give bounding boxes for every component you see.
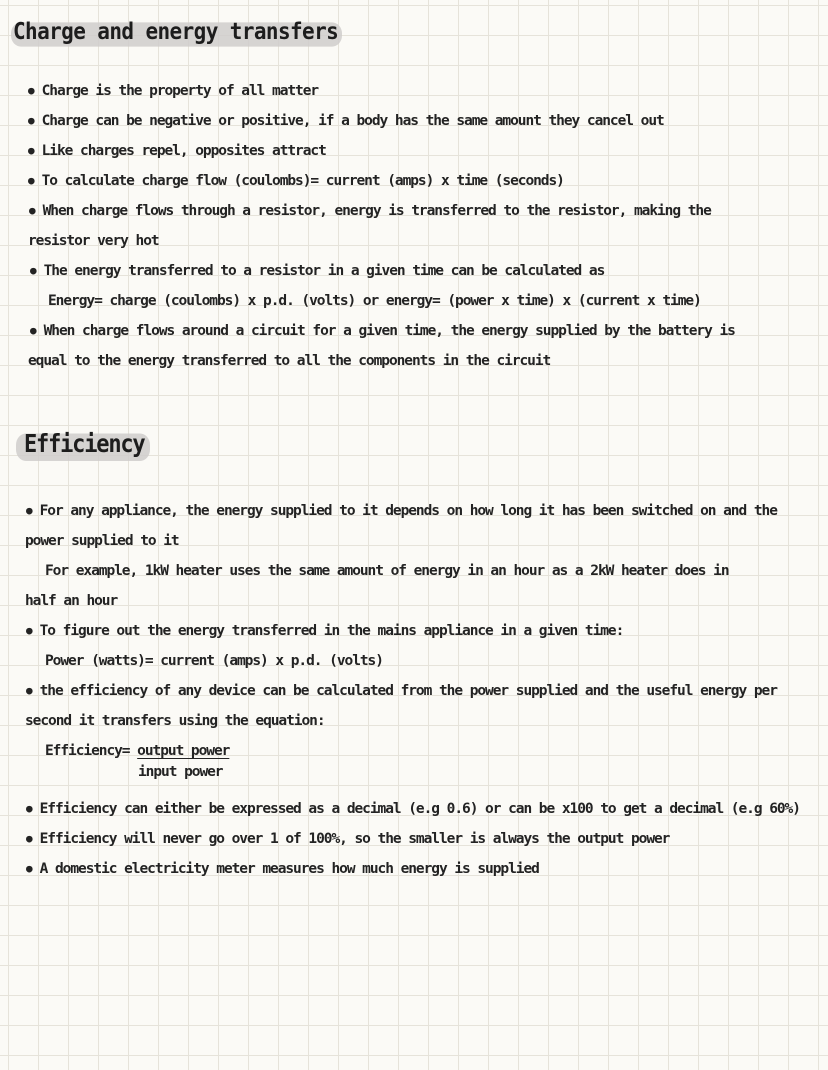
section-heading-efficiency — [24, 430, 144, 459]
indented-line: Energy= charge (coulombs) x p.d. (volts) or energy= (power x time) x (current x time) — [48, 293, 701, 309]
bullet-line: ● When charge flows around a circuit for a given time, the energy supplied by the battery is — [30, 316, 735, 346]
continuation-line: half an hour — [25, 593, 118, 609]
continuation-line: second it transfers using the equation: — [25, 713, 325, 729]
bullet-line: ● A domestic electricity meter measures how much energy is supplied — [26, 854, 539, 884]
section-title: Efficiency — [24, 430, 145, 459]
formula-denominator: input power — [138, 764, 223, 780]
bullet-line: ● Like charges repel, opposites attract — [28, 136, 326, 166]
bullet-line: ● Charge is the property of all matter — [28, 76, 318, 106]
formula-label: Efficiency= — [45, 743, 138, 759]
bullet-line: ● Efficiency can either be expressed as a decimal (e.g 0.6) or can be x100 to get a decimal (e.g 60%) — [26, 794, 800, 824]
section-title: Charge and energy transfers — [13, 18, 339, 45]
bullet-line: ● the efficiency of any device can be calculated from the power supplied and the useful energy per — [26, 676, 777, 706]
bullet-line: ● To figure out the energy transferred in the mains appliance in a given time: — [26, 616, 623, 646]
indented-line: Power (watts)= current (amps) x p.d. (volts) — [45, 653, 383, 669]
formula-numerator: output power — [137, 743, 230, 759]
indented-line: For example, 1kW heater uses the same amount of energy in an hour as a 2kW heater does in — [45, 563, 729, 579]
continuation-line: power supplied to it — [25, 533, 179, 549]
bullet-line: ● For any appliance, the energy supplied to it depends on how long it has been switched on and the — [26, 496, 777, 526]
bullet-line: ● To calculate charge flow (coulombs)= current (amps) x time (seconds) — [28, 166, 564, 196]
bullet-line: ● Efficiency will never go over 1 of 100%, so the smaller is always the output power — [26, 824, 669, 854]
continuation-line: resistor very hot — [28, 233, 159, 249]
continuation-line: equal to the energy transferred to all the components in the circuit — [28, 353, 551, 369]
bullet-line: ● The energy transferred to a resistor in a given time can be calculated as — [30, 256, 604, 286]
bullet-line: ● Charge can be negative or positive, if a body has the same amount they cancel out — [28, 106, 664, 136]
bullet-line: ● When charge flows through a resistor, energy is transferred to the resistor, making the — [29, 196, 711, 226]
section-heading-charge — [13, 18, 338, 44]
